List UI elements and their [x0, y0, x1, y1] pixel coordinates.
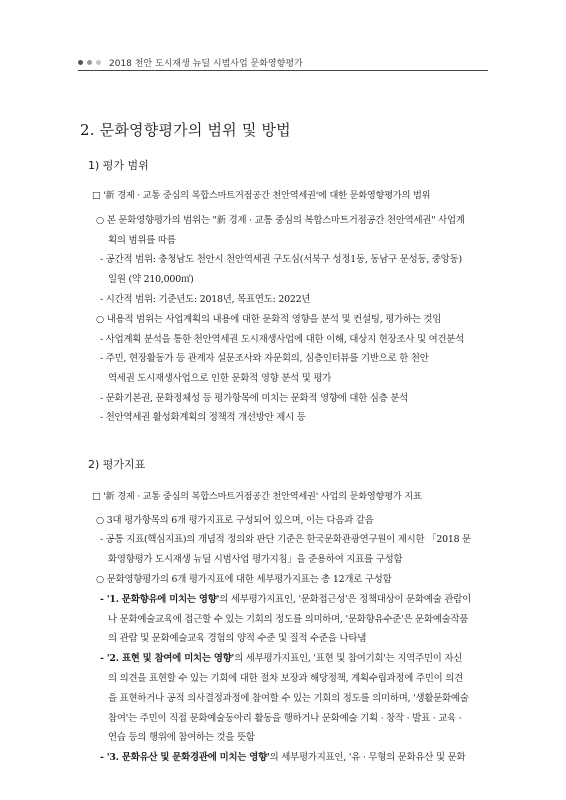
- scope-line: - 사업계획 분석을 통한 천안역세권 도시재생사업에 대한 이해, 대상지 현장조사 및 여건분석: [100, 334, 465, 345]
- indicators-line: [100, 591, 471, 605]
- scope-line: - 시간적 범위: 기준년도: 2018년, 목표연도: 2022년: [100, 294, 311, 305]
- scope-line: 일원 (약 210,000㎡): [108, 274, 194, 285]
- section-title: 2. 문화영향평가의 범위 및 방법: [80, 121, 291, 139]
- indicator-2-text: 의 세부평가지표인, '표현 및 참여기회'는 지역주민이 자신: [234, 653, 463, 664]
- indicators-line: 을 표현하거나 공적 의사결정과정에 참여할 수 있는 기회의 정도를 의미하며, '생활문화예술: [108, 693, 469, 704]
- indicator-3-text: 의 세부평가지표인, '유 · 무형의 문화유산 및 문화: [269, 752, 466, 763]
- indicators-line: 참여'는 주민이 직접 문화예술동아리 활동을 행하거나 문화예술 기획 · 창작 · 발표 · 교육 ·: [108, 713, 462, 724]
- indicators-line: ○ 3대 평가항목의 6개 평가지표로 구성되어 있으며, 이는 다음과 같음: [96, 515, 374, 526]
- indicators-line: ○ 문화영향평가의 6개 평가지표에 대한 세부평가지표는 총 12개로 구성함: [96, 574, 392, 585]
- indicator-2-title: - '2. 표현 및 참여에 미치는 영향': [100, 653, 235, 664]
- scope-line: 역세권 도시재생사업으로 인한 문화적 영향 분석 및 평가: [108, 373, 332, 384]
- indicator-1-title: - '1. 문화향유에 미치는 영향': [100, 594, 220, 605]
- scope-line: - 천안역세권 활성화계획의 정책적 개선방안 제시 등: [100, 412, 306, 423]
- indicators-line: - 공통 지표(핵심지표)의 개념적 정의와 판단 기준은 한국문화관광연구원이 제시한 「2018 문: [100, 534, 472, 545]
- scope-line: 획의 범위를 따름: [108, 235, 176, 246]
- subsection-title-indicators: 2) 평가지표: [88, 458, 146, 471]
- indicators-line: 화영향평가 도시재생 뉴딜 시범사업 평가지침」을 준용하여 지표를 구성함: [108, 554, 403, 565]
- indicator-1-text: 의 세부평가지표인, '문화접근성'은 정책대상이 문화예술 관람이: [219, 594, 471, 605]
- indicators-line: 의 관람 및 문화예술교육 경험의 양적 수준 및 질적 수준을 나타냄: [108, 633, 367, 644]
- running-header: [78, 56, 488, 69]
- subsection-title-scope: 1) 평가 범위: [88, 159, 149, 172]
- indicator-3-title: - '3. 문화유산 및 문화경관에 미치는 영향': [100, 752, 270, 763]
- scope-line: - 공간적 범위: 충청남도 천안시 천안역세권 구도심(서북구 성정1동, 동남구 문성동, 중앙동): [100, 254, 462, 265]
- indicators-line: [100, 650, 462, 664]
- header-divider: [78, 70, 488, 71]
- header-dots-icon: [78, 60, 101, 65]
- indicators-line: 의 의견을 표현할 수 있는 기회에 대한 절차 보장과 해당정책, 계획수립과정에 주민이 의견: [108, 673, 463, 684]
- scope-line: - 주민, 현장활동가 등 관계자 설문조사와 자문회의, 심층인터뷰를 기반으로 한 천안: [100, 353, 429, 364]
- indicators-box-heading: □ '新 경제 · 교통 중심의 복합스마트거점공간 천안역세권' 사업의 문화영향평가 지표: [92, 491, 422, 502]
- scope-line: ○ 본 문화영향평가의 범위는 "新 경제 · 교통 중심의 복합스마트거점공간 천안역세권" 사업계: [96, 215, 465, 226]
- indicators-line: [100, 749, 465, 763]
- indicators-line: 연습 등의 행위에 참여하는 것을 뜻함: [108, 732, 255, 743]
- scope-box-heading: □ '新 경제 · 교통 중심의 복합스마트거점공간 천안역세권'에 대한 문화영향평가의 범위: [92, 190, 431, 201]
- header-title: 2018 천안 도시재생 뉴딜 시범사업 문화영향평가: [109, 59, 303, 69]
- scope-line: ○ 내용적 범위는 사업계획의 내용에 대한 문화적 영향을 분석 및 컨설팅, 평가하는 것임: [96, 314, 442, 325]
- scope-line: - 문화기본권, 문화정체성 등 평가항목에 미치는 문화적 영향에 대한 심층 분석: [100, 393, 409, 404]
- indicators-line: 나 문화예술교육에 접근할 수 있는 기회의 정도를 의미하며, '문화향유수준'은 문화예술작품: [108, 614, 469, 625]
